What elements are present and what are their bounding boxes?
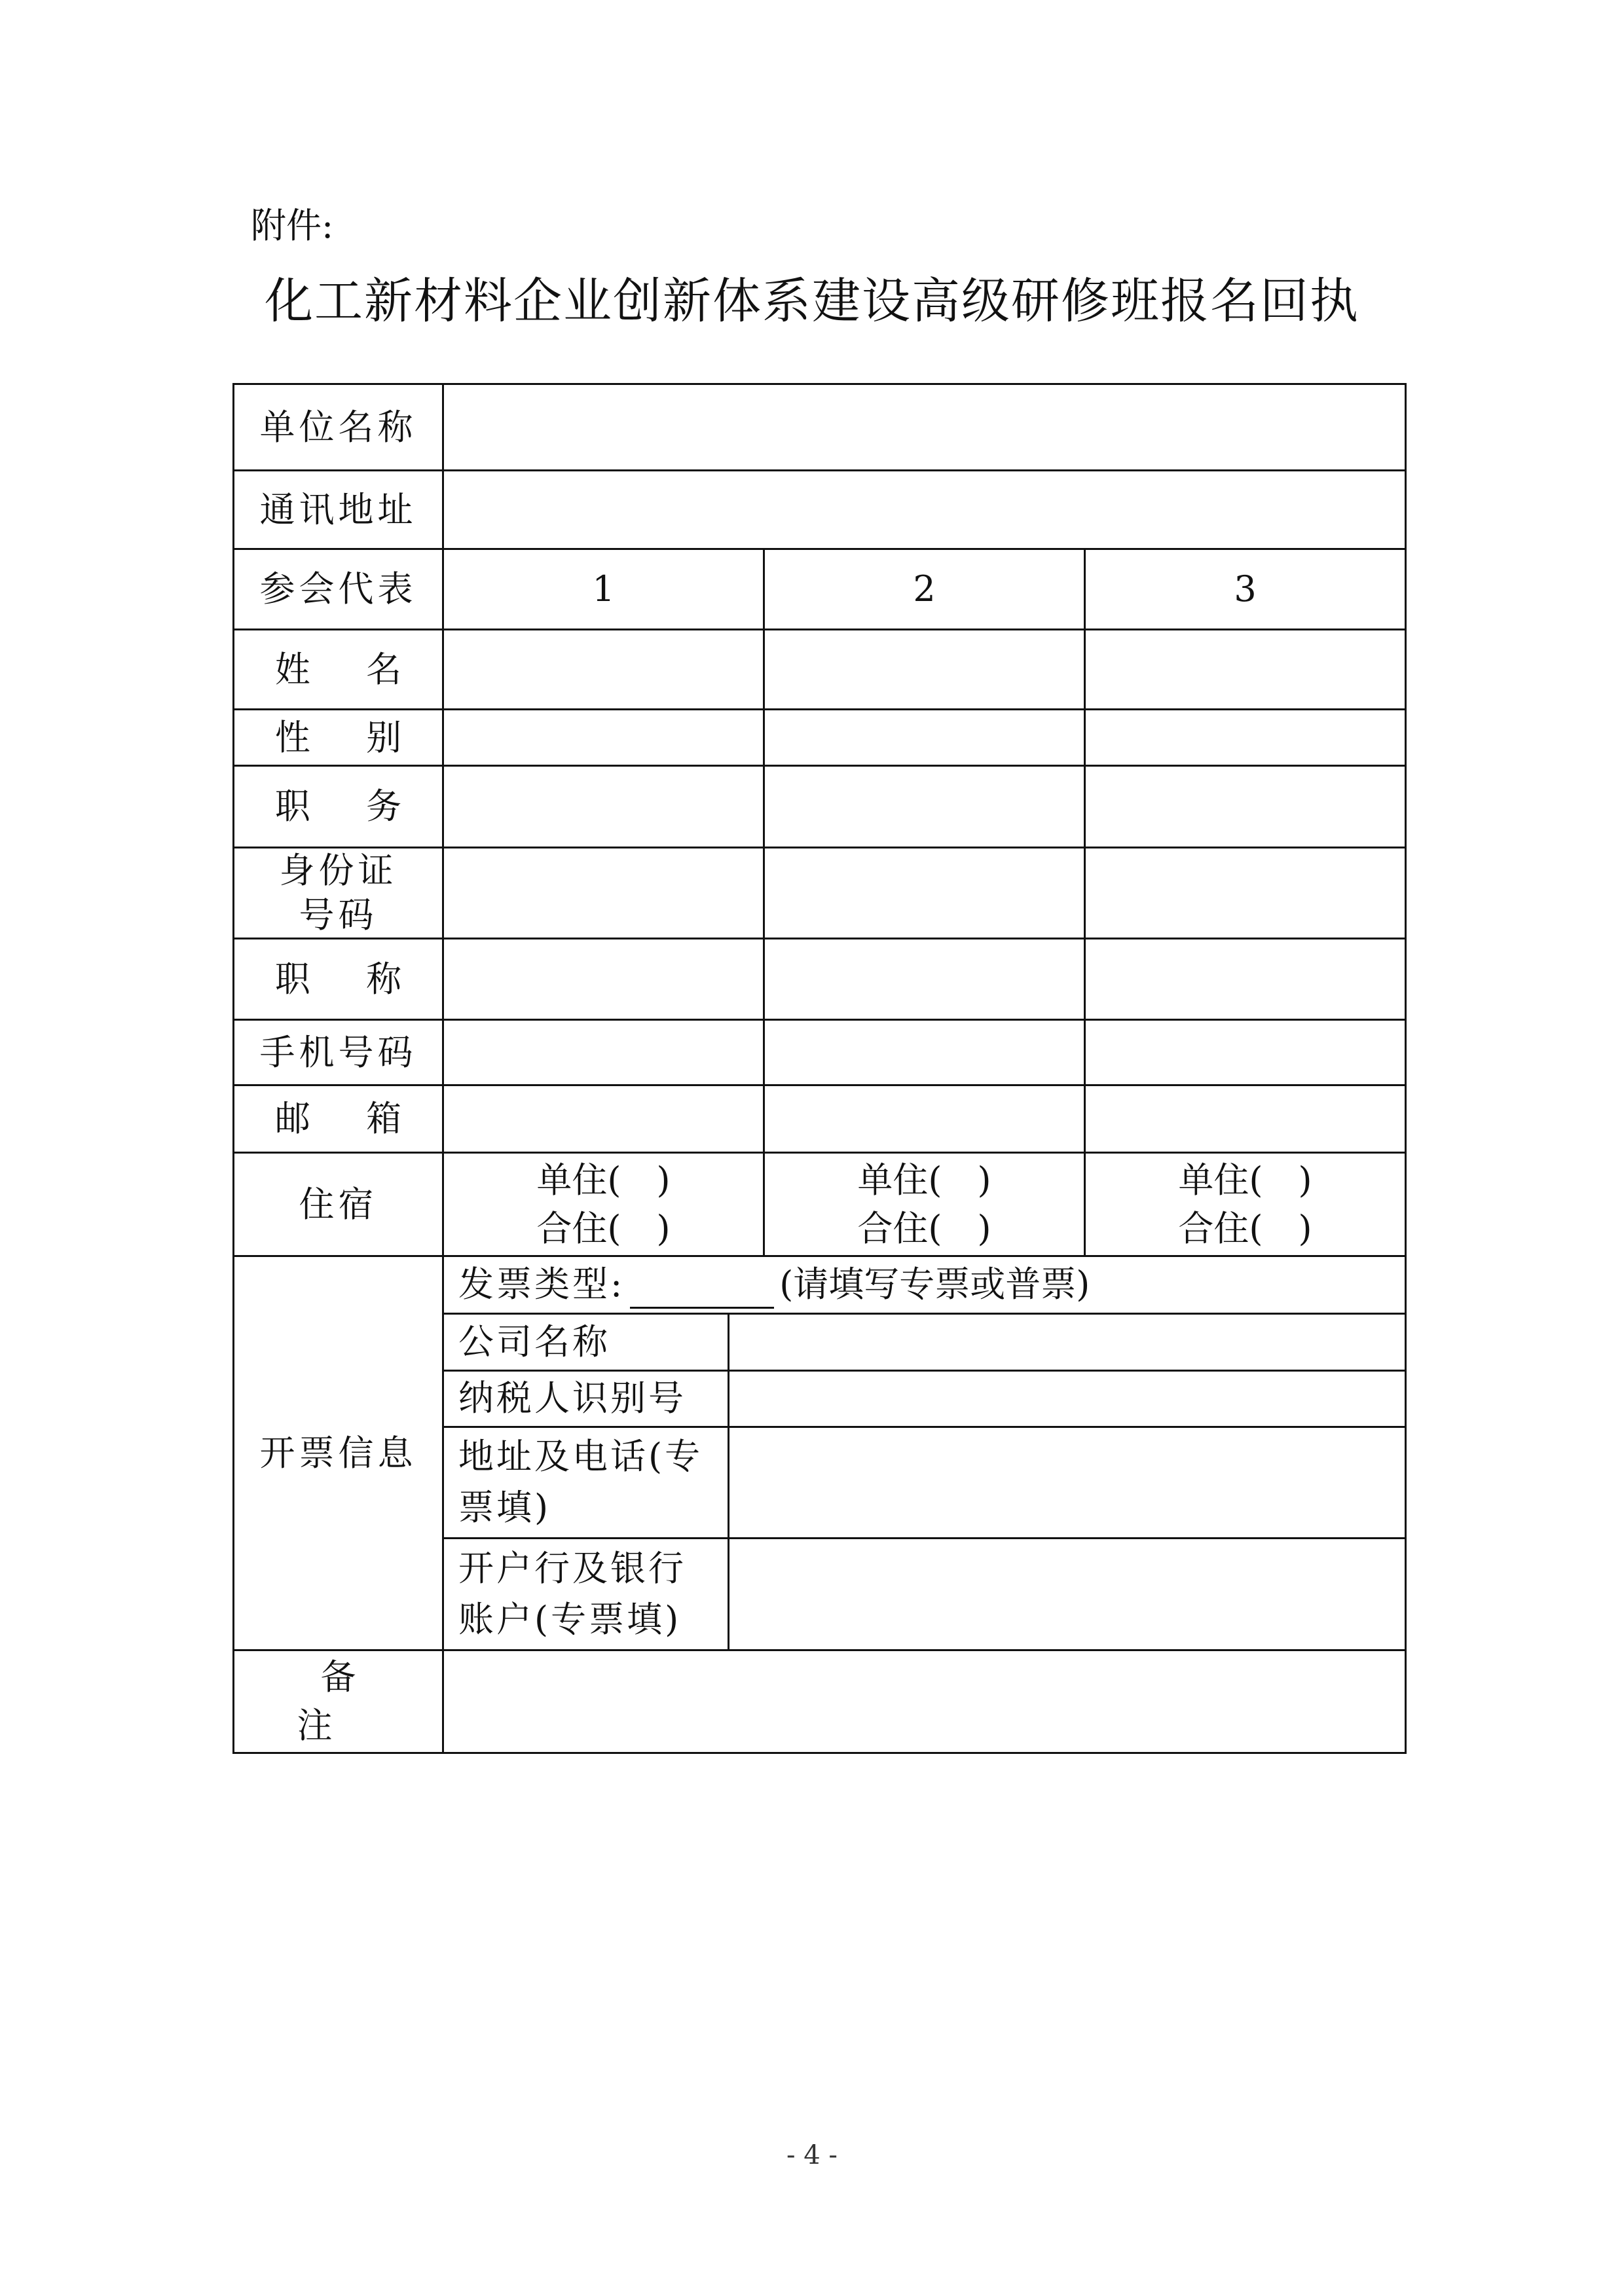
bank-label-line1: 开户行及银行 [458,1547,686,1589]
invoice-type-cell [444,1257,1407,1313]
gender-field-3[interactable] [1085,710,1406,766]
row-mobile [234,1020,1406,1085]
bank-label-line2: 账户(专票填) [458,1598,682,1640]
mobile-label: 手机号码 [234,1020,443,1085]
address-phone-label [444,1427,728,1538]
email-field-2[interactable] [764,1085,1085,1153]
row-lodging [234,1153,1406,1256]
name-field-3[interactable] [1085,630,1406,710]
name-field-1[interactable] [443,630,764,710]
id-number-label-line1: 身份证 [279,850,397,891]
lodging-single-option[interactable]: 单住( ) [857,1159,991,1201]
lodging-label: 住宿 [234,1153,443,1256]
bank-row [444,1538,1407,1649]
mobile-field-1[interactable] [443,1020,764,1085]
lodging-choice-3[interactable] [1085,1153,1406,1256]
id-number-field-3[interactable] [1085,848,1406,939]
email-label: 邮 箱 [234,1085,443,1153]
row-position [234,766,1406,848]
remarks-label: 备 注 [234,1650,443,1753]
address-field[interactable] [443,471,1406,549]
invoice-type-blank[interactable] [630,1274,774,1309]
invoice-type-row [444,1257,1407,1313]
lodging-choice-2[interactable] [764,1153,1085,1256]
row-address [234,471,1406,549]
id-number-label [234,848,443,939]
company-name-row [444,1313,1407,1370]
gender-field-1[interactable] [443,710,764,766]
delegate-number: 1 [443,549,764,630]
document-title: 化工新材料企业创新体系建设高级研修班报名回执 [265,273,1359,329]
invoice-details [443,1256,1406,1650]
mobile-field-2[interactable] [764,1020,1085,1085]
name-label: 姓 名 [234,630,443,710]
gender-field-2[interactable] [764,710,1085,766]
company-name-label: 公司名称 [444,1313,728,1370]
bank-field[interactable] [728,1538,1407,1649]
gender-label: 性 别 [234,710,443,766]
invoice-type-label: 发票类型: [458,1264,625,1305]
invoice-type-hint: (请填写专票或普票) [779,1264,1090,1305]
delegate-number: 3 [1085,549,1406,630]
lodging-choice-1[interactable] [443,1153,764,1256]
tax-id-row [444,1370,1407,1427]
email-field-3[interactable] [1085,1085,1406,1153]
position-field-2[interactable] [764,766,1085,848]
tax-id-label: 纳税人识别号 [444,1370,728,1427]
row-email [234,1085,1406,1153]
row-gender [234,710,1406,766]
row-remarks [234,1650,1406,1753]
position-field-1[interactable] [443,766,764,848]
position-label: 职 务 [234,766,443,848]
lodging-single-option[interactable]: 单住( ) [536,1159,671,1201]
registration-form [232,383,1407,1754]
row-name [234,630,1406,710]
title-rank-field-1[interactable] [443,939,764,1020]
attachment-label: 附件: [251,205,334,246]
address-phone-label-line2: 票填) [458,1487,551,1528]
unit-name-field[interactable] [443,384,1406,471]
id-number-field-2[interactable] [764,848,1085,939]
name-field-2[interactable] [764,630,1085,710]
lodging-shared-option[interactable]: 合住( ) [536,1207,671,1249]
company-name-field[interactable] [728,1313,1407,1370]
page-number: - 4 - [786,2140,838,2170]
title-rank-field-3[interactable] [1085,939,1406,1020]
lodging-shared-option[interactable]: 合住( ) [857,1207,991,1249]
tax-id-field[interactable] [728,1370,1407,1427]
address-phone-label-line1: 地址及电话(专 [458,1436,703,1477]
row-unit-name [234,384,1406,471]
row-title-rank [234,939,1406,1020]
delegates-label: 参会代表 [234,549,443,630]
lodging-shared-option[interactable]: 合住( ) [1178,1207,1312,1249]
address-label: 通讯地址 [234,471,443,549]
row-id-number [234,848,1406,939]
email-field-1[interactable] [443,1085,764,1153]
address-phone-field[interactable] [728,1427,1407,1538]
invoice-info-label: 开票信息 [234,1256,443,1650]
invoice-subtable [444,1257,1407,1649]
row-delegates [234,549,1406,630]
remarks-field[interactable] [443,1650,1406,1753]
lodging-single-option[interactable]: 单住( ) [1178,1159,1312,1201]
title-rank-field-2[interactable] [764,939,1085,1020]
id-number-field-1[interactable] [443,848,764,939]
position-field-3[interactable] [1085,766,1406,848]
delegate-number: 2 [764,549,1085,630]
address-phone-row [444,1427,1407,1538]
row-invoice [234,1256,1406,1650]
mobile-field-3[interactable] [1085,1020,1406,1085]
id-number-label-line2: 号码 [299,894,378,936]
bank-label [444,1538,728,1649]
unit-name-label: 单位名称 [234,384,443,471]
title-rank-label: 职 称 [234,939,443,1020]
